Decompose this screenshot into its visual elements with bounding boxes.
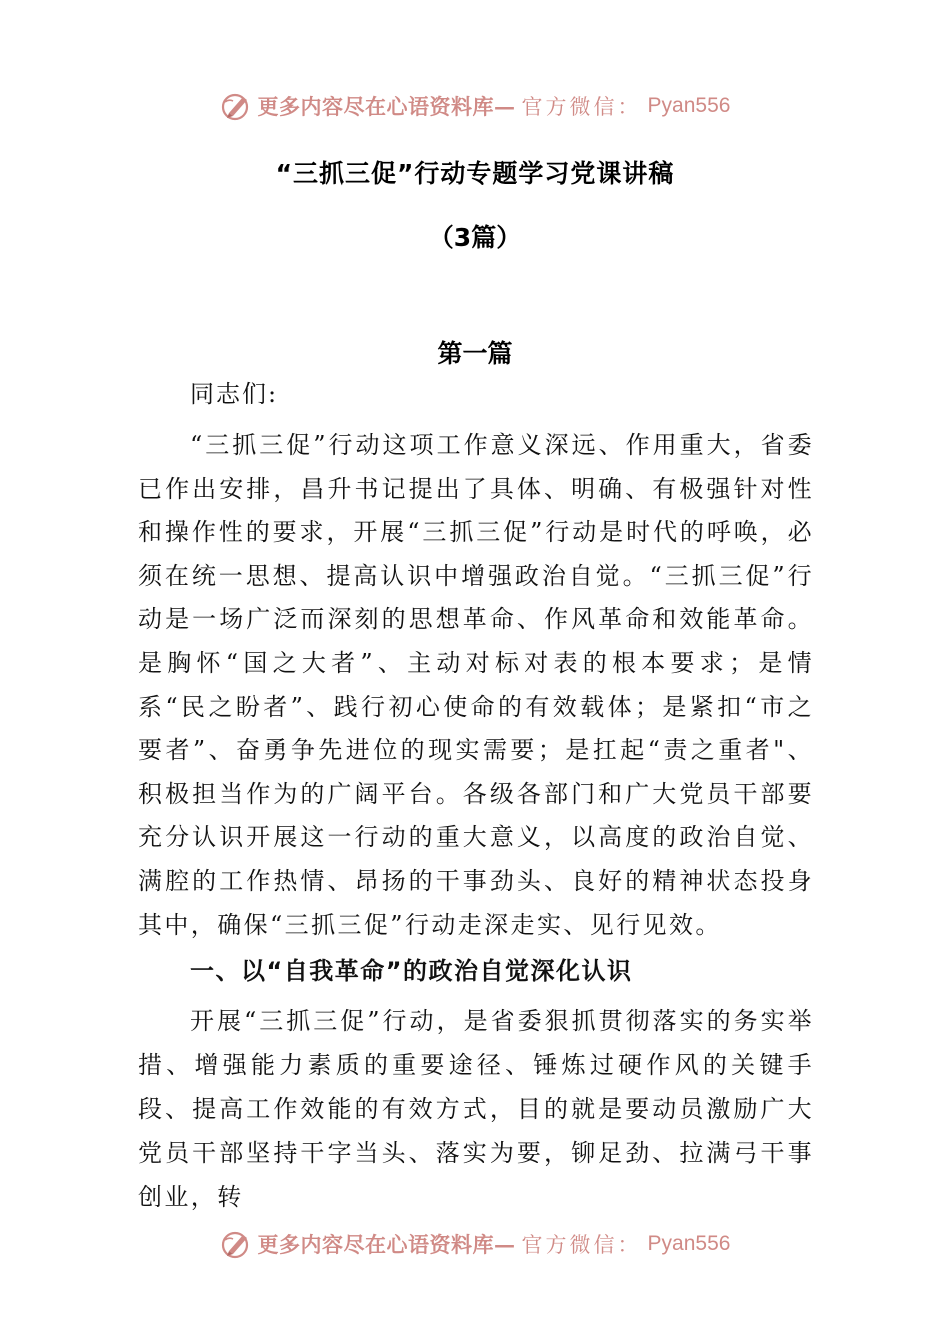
- watermark-wechat-label: 官方微信：: [521, 95, 642, 119]
- section-heading-1: 一、以“自我革命”的政治自觉深化认识: [190, 957, 633, 986]
- document-subtitle: （3篇）: [428, 223, 522, 252]
- watermark-wechat-id: Pyan556: [647, 1232, 731, 1255]
- watermark-text: 更多内容尽在心语资料库—: [257, 94, 516, 119]
- watermark-header: [0, 84, 950, 128]
- document-body: [138, 372, 814, 1219]
- paragraph-intro: “三抓三促”行动这项工作意义深远、作用重大，省委已作出安排，昌升书记提出了具体、明确、有极强针对性和操作性的要求，开展“三抓三促”行动是时代的呼唤，必须在统一思想、提高认识中增强政治自觉。“三抓三促”行动是一场广泛而深刻的思想革命、作风革命和效能革命。是胸怀“国之大者”、主动对标对表的根本要求；是情系“民之盼者”、践行初心使命的有效载体；是紧扣“市之要者”、奋勇争先进位的现实需要；是扛起“责之重者"、积极担当作为的广阔平台。各级各部门和广大党员干部要充分认识开展这一行动的重大意义，以高度的政治自觉、满腔的工作热情、昂扬的干事劲头、良好的精神状态投身其中，确保“三抓三促”行动走深走实、见行见效。: [138, 431, 814, 939]
- document-title: “三抓三促”行动专题学习党课讲稿: [275, 159, 675, 188]
- section-title: 第一篇: [437, 339, 513, 368]
- greeting: 同志们:: [190, 380, 279, 408]
- watermark-text: 更多内容尽在心语资料库—: [257, 1232, 516, 1257]
- paragraph-section-1: 开展“三抓三促”行动，是省委狠抓贯彻落实的务实举措、增强能力素质的重要途径、锤炼过硬作风的关键手段、提高工作效能的有效方式，目的就是要动员激励广大党员干部坚持干字当头、落实为要，铆足劲、拉满弓干事创业，转: [138, 1007, 814, 1212]
- watermark-wechat-id: Pyan556: [647, 94, 731, 117]
- pen-logo-icon: [220, 1228, 252, 1260]
- watermark-footer: [0, 1222, 950, 1266]
- pen-logo-icon: [220, 90, 252, 122]
- watermark-wechat-label: 官方微信：: [521, 1233, 642, 1257]
